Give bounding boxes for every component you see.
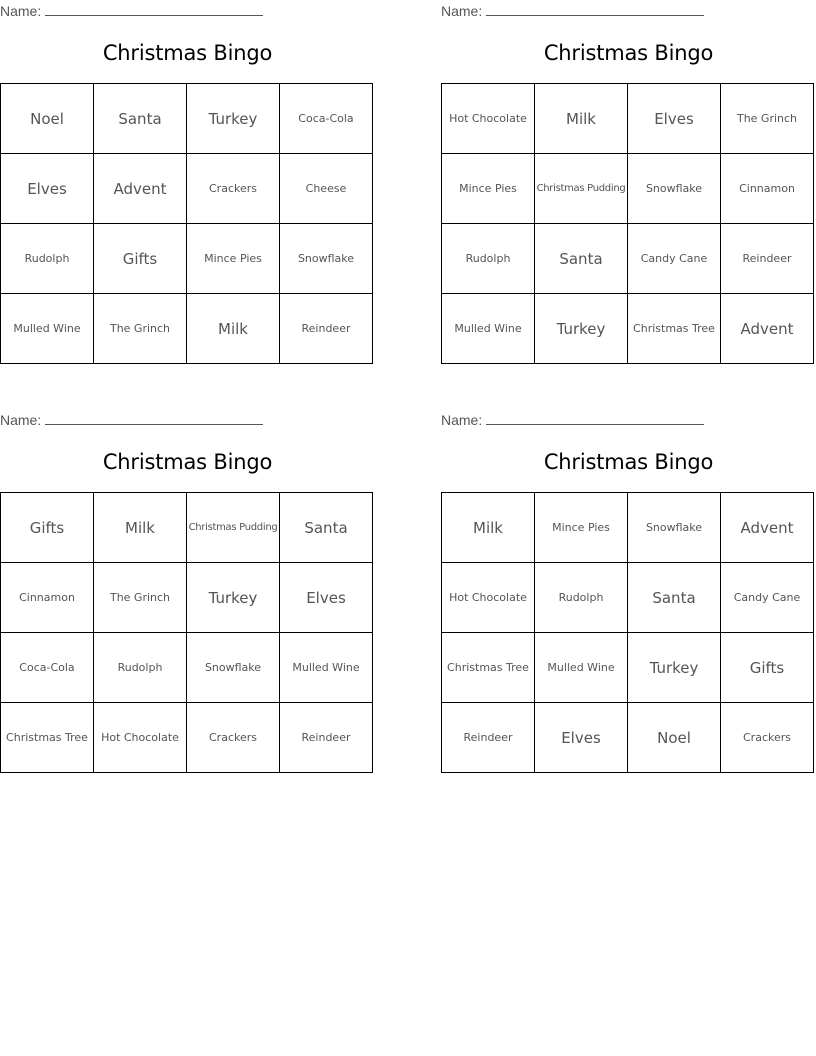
bingo-row (1, 633, 373, 703)
bingo-cell: Advent (94, 154, 187, 224)
bingo-cell: Christmas Tree (628, 294, 721, 364)
bingo-cell: Santa (280, 493, 373, 563)
bingo-cell: Mince Pies (535, 493, 628, 563)
bingo-grid (441, 83, 814, 364)
bingo-row (442, 154, 814, 224)
name-label: Name: (441, 3, 483, 19)
bingo-cell: Mulled Wine (1, 294, 94, 364)
bingo-row (1, 563, 373, 633)
bingo-cell: Christmas Tree (1, 703, 94, 773)
name-blank-line (45, 2, 263, 16)
bingo-cell: Advent (721, 493, 814, 563)
bingo-row (1, 493, 373, 563)
bingo-cell: Advent (721, 294, 814, 364)
bingo-row (1, 224, 373, 294)
bingo-cell: Hot Chocolate (442, 563, 535, 633)
bingo-row (442, 224, 814, 294)
bingo-row (442, 633, 814, 703)
bingo-cell: Noel (1, 84, 94, 154)
bingo-cell: Christmas Pudding (535, 154, 628, 224)
bingo-cell: Reindeer (721, 224, 814, 294)
bingo-cell: Gifts (94, 224, 187, 294)
bingo-cell: Snowflake (280, 224, 373, 294)
bingo-cell: Mince Pies (442, 154, 535, 224)
bingo-cell: Mulled Wine (535, 633, 628, 703)
bingo-cell: Mulled Wine (442, 294, 535, 364)
bingo-row (1, 703, 373, 773)
bingo-cell: Turkey (535, 294, 628, 364)
bingo-cell: Mulled Wine (280, 633, 373, 703)
bingo-grid (0, 492, 373, 773)
bingo-cell: Milk (442, 493, 535, 563)
card-title: Christmas Bingo (543, 41, 714, 65)
bingo-cell: The Grinch (721, 84, 814, 154)
bingo-cell: Snowflake (628, 154, 721, 224)
name-field (0, 2, 263, 19)
bingo-cell: Reindeer (280, 703, 373, 773)
bingo-row (442, 563, 814, 633)
card-title: Christmas Bingo (102, 450, 273, 474)
bingo-cell: Crackers (721, 703, 814, 773)
name-blank-line (486, 2, 704, 16)
bingo-cell: Elves (1, 154, 94, 224)
bingo-cell: The Grinch (94, 294, 187, 364)
bingo-cell: Turkey (187, 563, 280, 633)
bingo-cell: Hot Chocolate (94, 703, 187, 773)
bingo-cell: Crackers (187, 703, 280, 773)
bingo-cell: Snowflake (628, 493, 721, 563)
bingo-cell: Candy Cane (721, 563, 814, 633)
bingo-cell: Santa (94, 84, 187, 154)
bingo-cell: Cinnamon (1, 563, 94, 633)
bingo-cell: Milk (187, 294, 280, 364)
name-field (0, 411, 263, 428)
bingo-cell: Rudolph (535, 563, 628, 633)
name-field (441, 2, 704, 19)
bingo-cell: Mince Pies (187, 224, 280, 294)
bingo-cell: Rudolph (1, 224, 94, 294)
bingo-cell: Rudolph (94, 633, 187, 703)
bingo-row (442, 703, 814, 773)
bingo-row (1, 294, 373, 364)
card-title: Christmas Bingo (543, 450, 714, 474)
card-title: Christmas Bingo (102, 41, 273, 65)
bingo-row (442, 294, 814, 364)
bingo-row (442, 493, 814, 563)
bingo-cell: Christmas Tree (442, 633, 535, 703)
bingo-cell: Elves (280, 563, 373, 633)
bingo-cell: Reindeer (442, 703, 535, 773)
bingo-cell: Coca-Cola (280, 84, 373, 154)
bingo-cell: Elves (535, 703, 628, 773)
bingo-cell: Turkey (628, 633, 721, 703)
bingo-cell: Cinnamon (721, 154, 814, 224)
bingo-cell: Santa (535, 224, 628, 294)
bingo-cell: Elves (628, 84, 721, 154)
bingo-row (1, 154, 373, 224)
bingo-cell: Turkey (187, 84, 280, 154)
bingo-cell: Noel (628, 703, 721, 773)
name-field (441, 411, 704, 428)
bingo-cell: Hot Chocolate (442, 84, 535, 154)
bingo-grid (0, 83, 373, 364)
name-blank-line (45, 411, 263, 425)
bingo-row (1, 84, 373, 154)
bingo-cell: The Grinch (94, 563, 187, 633)
bingo-row (442, 84, 814, 154)
bingo-cell: Candy Cane (628, 224, 721, 294)
bingo-grid (441, 492, 814, 773)
bingo-cell: Cheese (280, 154, 373, 224)
bingo-cell: Milk (94, 493, 187, 563)
bingo-cell: Santa (628, 563, 721, 633)
name-label: Name: (0, 412, 42, 428)
name-blank-line (486, 411, 704, 425)
bingo-cell: Milk (535, 84, 628, 154)
bingo-cell: Gifts (721, 633, 814, 703)
bingo-cell: Gifts (1, 493, 94, 563)
bingo-cell: Coca-Cola (1, 633, 94, 703)
bingo-cell: Crackers (187, 154, 280, 224)
name-label: Name: (0, 3, 42, 19)
bingo-cell: Reindeer (280, 294, 373, 364)
bingo-cell: Christmas Pudding (187, 493, 280, 563)
bingo-cell: Rudolph (442, 224, 535, 294)
name-label: Name: (441, 412, 483, 428)
bingo-cell: Snowflake (187, 633, 280, 703)
